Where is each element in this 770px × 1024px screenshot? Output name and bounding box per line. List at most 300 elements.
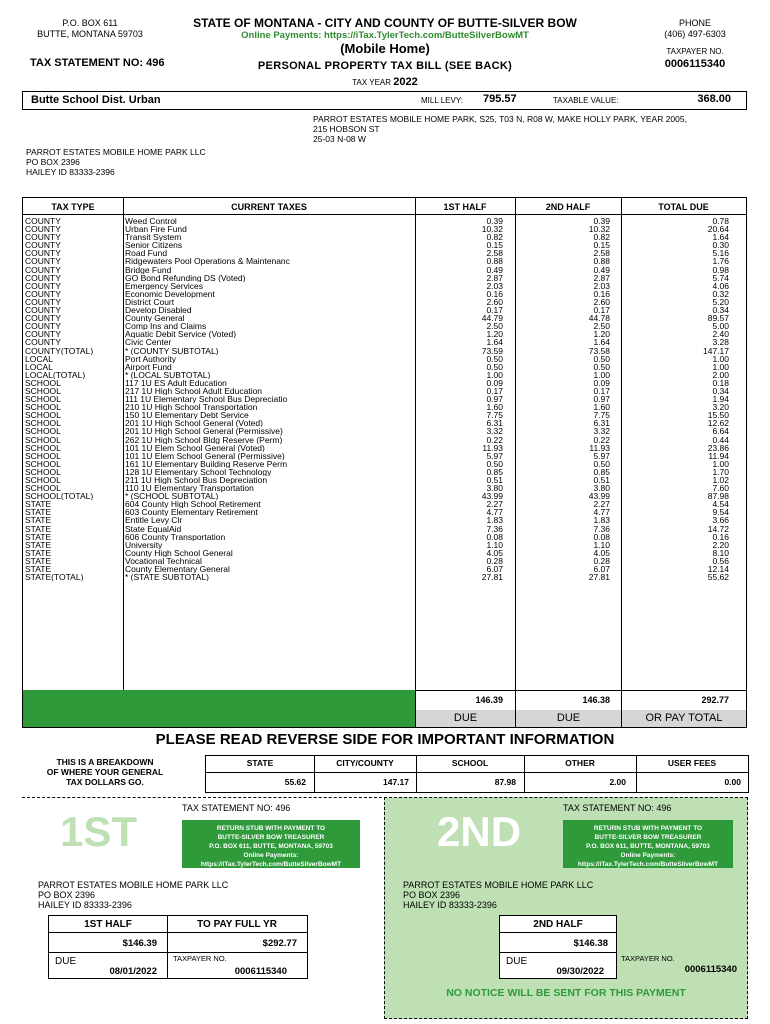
treasurer-address	[20, 18, 160, 40]
table-row	[23, 338, 746, 346]
row-tax-type: SCHOOL	[25, 443, 61, 452]
row-tax-type: COUNTY	[25, 281, 61, 290]
header-first-half: 1ST HALF	[443, 202, 487, 212]
row-tax-type: STATE(TOTAL)	[25, 573, 84, 582]
first-half-payment-box	[48, 915, 308, 979]
table-row	[23, 290, 746, 298]
tax-year	[170, 76, 600, 88]
table-row	[23, 355, 746, 363]
row-total: 0.16	[712, 532, 729, 541]
row-total: 3.28	[712, 338, 729, 347]
district-bar	[22, 91, 747, 110]
row-tax-type: SCHOOL	[25, 386, 61, 396]
first-half-due-date: 08/01/2022	[109, 966, 157, 977]
row-tax-type: SCHOOL	[25, 451, 61, 460]
row-total: 0.56	[712, 556, 729, 566]
breakdown-school: 87.98	[494, 777, 516, 787]
breakdown-table	[205, 755, 749, 793]
row-tax-type: STATE	[25, 548, 52, 557]
row-tax-type: STATE	[25, 508, 52, 517]
city-line: BUTTE, MONTANA 59703	[37, 29, 143, 39]
row-description: 117 1U ES Adult Education	[125, 378, 227, 387]
row-description: GO Bond Refunding DS (Voted)	[125, 273, 246, 282]
row-total: 1.02	[712, 476, 729, 485]
table-row	[23, 379, 746, 387]
row-total: 0.34	[712, 386, 729, 396]
row-second-half: 0.97	[593, 395, 610, 404]
table-row	[23, 217, 746, 225]
table-row	[23, 266, 746, 274]
row-tax-type: SCHOOL	[25, 484, 61, 493]
row-total: 3.20	[712, 403, 729, 412]
table-row	[23, 298, 746, 306]
box-divider	[49, 932, 307, 933]
row-first-half: 0.50	[486, 354, 503, 363]
row-first-half: 0.16	[486, 289, 503, 298]
row-second-half: 73.58	[588, 346, 610, 355]
row-description: 606 County Transportation	[125, 532, 226, 541]
row-first-half: 0.50	[486, 459, 503, 468]
row-first-half: 11.93	[482, 443, 503, 452]
first-half-amount: $146.39	[122, 938, 157, 949]
row-second-half: 0.15	[593, 241, 610, 250]
row-total: 15.50	[707, 411, 729, 420]
row-description: Road Fund	[125, 249, 168, 258]
table-row	[23, 460, 746, 468]
row-tax-type: LOCAL(TOTAL)	[25, 370, 86, 379]
row-second-half: 1.64	[593, 338, 610, 347]
row-tax-type: COUNTY	[25, 225, 61, 234]
table-row	[23, 549, 746, 557]
row-tax-type: SCHOOL(TOTAL)	[25, 492, 94, 501]
row-second-half: 10.32	[588, 225, 610, 234]
row-tax-type: SCHOOL	[25, 419, 61, 428]
breakdown-header-user-fees: USER FEES	[667, 758, 717, 768]
row-tax-type: LOCAL	[25, 362, 53, 371]
first-half-label: 1ST HALF	[84, 919, 132, 930]
second-half-payment-box	[499, 915, 617, 979]
row-tax-type: STATE	[25, 540, 52, 549]
total-due: 292.77	[701, 695, 729, 705]
row-description: 128 1U Elementary School Technology	[125, 467, 272, 476]
row-tax-type: COUNTY	[25, 265, 61, 274]
taxpayer-label: TAXPAYER NO.	[666, 47, 724, 56]
stub-owner-city: HAILEY ID 83333-2396	[38, 900, 132, 910]
row-second-half: 0.49	[593, 265, 610, 274]
row-second-half: 3.32	[593, 427, 610, 436]
row-first-half: 1.83	[486, 516, 503, 525]
row-total: 5.74	[712, 273, 729, 282]
return-line: P.O. BOX 611, BUTTE, MONTANA, 59703	[209, 843, 333, 850]
row-total: 12.62	[707, 419, 729, 428]
stub-owner-city: HAILEY ID 83333-2396	[403, 900, 497, 910]
row-first-half: 0.17	[486, 386, 503, 396]
row-description: 217 1U High School Adult Education	[125, 386, 263, 396]
total-second-half: 146.38	[582, 695, 610, 705]
row-description: County High School General	[125, 548, 233, 557]
important-info-notice: PLEASE READ REVERSE SIDE FOR IMPORTANT INFORMATION	[155, 731, 615, 748]
row-first-half: 0.88	[486, 257, 503, 266]
row-second-half: 0.82	[593, 233, 610, 242]
row-total: 5.16	[712, 249, 729, 258]
row-total: 1.00	[712, 362, 729, 371]
row-total: 8.10	[712, 548, 729, 557]
row-first-half: 43.99	[481, 492, 503, 501]
row-second-half: 43.99	[588, 492, 610, 501]
header-divider	[23, 214, 746, 215]
row-tax-type: STATE	[25, 524, 52, 533]
return-line[interactable]: https://iTax.TylerTech.com/ButteSilverBowMT	[200, 861, 342, 868]
stub-address	[38, 880, 228, 910]
table-row	[23, 508, 746, 516]
row-total: 1.76	[712, 257, 729, 266]
row-tax-type: COUNTY	[25, 297, 61, 307]
row-first-half: 4.77	[486, 508, 503, 517]
return-line: Online Payments:	[243, 852, 299, 859]
stub-taxpayer-number: 0006115340	[684, 964, 737, 975]
row-description: Bridge Fund	[125, 265, 172, 274]
breakdown-header-other: OTHER	[565, 758, 595, 768]
row-second-half: 0.22	[593, 435, 610, 444]
row-second-half: 0.16	[593, 289, 610, 298]
row-tax-type: STATE	[25, 500, 52, 509]
table-row	[23, 444, 746, 452]
second-half-label: 2ND HALF	[533, 919, 583, 930]
breakdown-city-county: 147.17	[383, 777, 409, 787]
row-description: Entitle Levy Clr	[125, 516, 183, 525]
row-first-half: 5.97	[486, 451, 503, 460]
row-second-half: 2.03	[593, 281, 610, 290]
row-first-half: 1.10	[486, 540, 503, 549]
row-total: 6.64	[712, 427, 729, 436]
box-divider	[49, 952, 307, 953]
table-row	[23, 411, 746, 419]
row-first-half: 2.87	[486, 273, 503, 282]
row-total: 2.20	[712, 540, 729, 549]
row-tax-type: COUNTY	[25, 306, 61, 315]
row-second-half: 2.87	[593, 273, 610, 282]
row-tax-type: COUNTY	[25, 338, 61, 347]
row-first-half: 0.51	[486, 476, 503, 485]
online-payments-link[interactable]: Online Payments: https://iTax.TylerTech.com/ButteSilverBowMT	[241, 30, 529, 41]
table-row	[23, 225, 746, 233]
taxable-value: 368.00	[697, 93, 731, 105]
row-description: 101 1U Elem School General (Permissive)	[125, 451, 285, 460]
row-total: 87.98	[707, 492, 729, 501]
owner-name: PARROT ESTATES MOBILE HOME PARK LLC	[26, 147, 206, 157]
table-row	[23, 347, 746, 355]
table-row	[23, 500, 746, 508]
row-total: 0.18	[712, 378, 729, 387]
phone-block	[640, 18, 750, 40]
owner-city: HAILEY ID 83333-2396	[26, 167, 115, 177]
row-total: 14.72	[707, 524, 729, 533]
row-first-half: 7.75	[486, 411, 503, 420]
row-second-half: 1.60	[593, 403, 610, 412]
row-first-half: 0.17	[486, 306, 503, 315]
return-line: Online Payments:	[620, 852, 676, 859]
row-description: * (SCHOOL SUBTOTAL)	[125, 492, 219, 501]
due-label: DUE	[55, 956, 77, 967]
row-first-half: 0.09	[486, 378, 503, 387]
row-description: Weed Control	[125, 217, 177, 226]
row-first-half: 1.60	[486, 403, 503, 412]
breakdown-state: 55.62	[284, 777, 306, 787]
row-total: 0.34	[712, 306, 729, 315]
return-instructions	[563, 820, 733, 868]
second-half-amount: $146.38	[573, 938, 608, 949]
table-row	[23, 516, 746, 524]
row-first-half: 2.50	[486, 322, 503, 331]
table-row	[23, 468, 746, 476]
due-second-half: DUE	[516, 710, 621, 727]
row-total: 4.06	[712, 281, 729, 290]
table-row	[23, 241, 746, 249]
row-description: Economic Development	[125, 289, 215, 298]
row-second-half: 11.93	[589, 443, 610, 452]
table-row	[23, 322, 746, 330]
row-tax-type: LOCAL	[25, 354, 53, 363]
row-second-half: 4.77	[593, 508, 610, 517]
row-description: 110 1U Elementary Transportation	[125, 484, 254, 493]
row-second-half: 0.09	[593, 378, 610, 387]
row-second-half: 1.00	[593, 370, 610, 379]
table-row	[23, 557, 746, 565]
row-description: 210 1U High School Transportation	[125, 403, 258, 412]
breakdown-header-state: STATE	[246, 758, 274, 768]
row-total: 12.14	[707, 565, 729, 574]
row-description: 150 1U Elementary Debt Service	[125, 411, 249, 420]
row-first-half: 0.39	[486, 217, 503, 226]
row-tax-type: SCHOOL	[25, 459, 61, 468]
row-total: 0.30	[712, 241, 729, 250]
table-row	[23, 274, 746, 282]
row-total: 89.57	[707, 314, 729, 323]
row-second-half: 1.20	[593, 330, 610, 339]
row-tax-type: SCHOOL	[25, 403, 61, 412]
row-total: 1.00	[712, 459, 729, 468]
row-description: Transit System	[125, 233, 182, 242]
total-first-half: 146.39	[475, 695, 503, 705]
row-total: 2.40	[712, 330, 729, 339]
table-row	[23, 573, 746, 581]
row-second-half: 4.05	[593, 548, 610, 557]
stub-owner-name: PARROT ESTATES MOBILE HOME PARK LLC	[38, 880, 229, 890]
table-row	[23, 257, 746, 265]
return-line: BUTTE-SILVER BOW TREASURER	[594, 834, 702, 841]
stub-big-label: 1ST	[60, 808, 138, 855]
table-row	[23, 492, 746, 500]
tax-year-value: 2022	[393, 76, 418, 88]
row-first-half: 3.32	[486, 427, 503, 436]
header-total-due: TOTAL DUE	[658, 202, 709, 212]
row-description: County Elementary General	[125, 565, 230, 574]
row-first-half: 0.49	[486, 265, 503, 274]
second-half-stub	[384, 797, 748, 1019]
due-label: DUE	[506, 956, 528, 967]
school-district: Butte School Dist. Urban	[31, 94, 161, 106]
row-description: 604 County High School Retirement	[125, 500, 261, 509]
return-line[interactable]: https://iTax.TylerTech.com/ButteSilverBowMT	[577, 861, 719, 868]
row-tax-type: STATE	[25, 565, 52, 574]
return-instructions	[182, 820, 360, 868]
row-total: 3.66	[712, 516, 729, 525]
row-total: 147.17	[703, 346, 729, 355]
row-description: Port Authority	[125, 354, 177, 363]
table-row	[23, 395, 746, 403]
table-row	[23, 330, 746, 338]
row-second-half: 1.83	[593, 516, 610, 525]
row-total: 11.94	[708, 451, 729, 460]
stub-address	[403, 880, 593, 910]
row-second-half: 0.85	[593, 467, 610, 476]
row-total: 0.44	[712, 435, 729, 444]
row-tax-type: SCHOOL	[25, 395, 61, 404]
full-year-label: TO PAY FULL YR	[197, 919, 277, 930]
table-row	[23, 533, 746, 541]
row-second-half: 0.50	[593, 354, 610, 363]
row-second-half: 1.10	[593, 540, 610, 549]
mill-levy-label: MILL LEVY:	[421, 96, 463, 105]
row-second-half: 0.28	[593, 556, 610, 566]
row-first-half: 4.05	[486, 548, 503, 557]
table-row	[23, 314, 746, 322]
return-line: RETURN STUB WITH PAYMENT TO	[593, 825, 703, 832]
stub-statement-number: TAX STATEMENT NO: 496	[563, 803, 672, 813]
row-description: 161 1U Elementary Building Reserve Perm	[125, 459, 288, 468]
row-total: 55.62	[707, 573, 729, 582]
tax-rows	[23, 217, 746, 581]
row-first-half: 1.64	[486, 338, 503, 347]
row-first-half: 0.50	[486, 362, 503, 371]
row-description: 201 1U High School General (Permissive)	[125, 427, 283, 436]
due-first-half: DUE	[416, 710, 515, 727]
row-description: State EqualAid	[125, 524, 182, 533]
pay-total-label: OR PAY TOTAL	[622, 710, 746, 727]
second-half-due-date: 09/30/2022	[556, 966, 604, 977]
breakdown-header-school: SCHOOL	[451, 758, 489, 768]
row-total: 0.32	[712, 289, 729, 298]
row-second-half: 44.78	[588, 314, 610, 323]
legal-line: 25-03 N-08 W	[313, 134, 366, 144]
row-tax-type: COUNTY	[25, 289, 61, 298]
row-tax-type: COUNTY	[25, 322, 61, 331]
row-total: 1.94	[712, 395, 729, 404]
owner-address	[26, 147, 206, 177]
row-second-half: 5.97	[593, 451, 610, 460]
table-row	[23, 541, 746, 549]
row-second-half: 0.39	[593, 217, 610, 226]
table-row	[23, 233, 746, 241]
table-row	[23, 484, 746, 492]
row-total: 20.64	[707, 225, 729, 234]
table-row	[23, 371, 746, 379]
table-row	[23, 306, 746, 314]
bill-header-title: STATE OF MONTANA - CITY AND COUNTY OF BUTTE-SILVER BOW	[193, 16, 577, 30]
row-second-half: 6.07	[593, 565, 610, 574]
table-row	[23, 427, 746, 435]
table-row	[23, 363, 746, 371]
breakdown-label-line: OF WHERE YOUR GENERAL	[46, 767, 164, 777]
row-second-half: 7.36	[593, 524, 610, 533]
row-tax-type: SCHOOL	[25, 378, 61, 387]
table-row	[23, 403, 746, 411]
row-second-half: 0.51	[593, 476, 610, 485]
row-second-half: 27.81	[588, 573, 610, 582]
row-description: University	[125, 540, 163, 549]
table-row	[23, 476, 746, 484]
phone-label: PHONE	[678, 18, 711, 28]
stub-statement-number: TAX STATEMENT NO: 496	[182, 803, 291, 813]
row-total: 1.00	[712, 354, 729, 363]
row-first-half: 1.20	[486, 330, 503, 339]
row-second-half: 0.50	[593, 459, 610, 468]
row-description: Develop Disabled	[125, 306, 192, 315]
breakdown-divider	[206, 772, 748, 773]
row-description: Emergency Services	[125, 281, 203, 290]
row-description: 262 1U High School Bldg Reserve (Perm)	[125, 435, 283, 444]
row-description: Aquatic Debit Service (Voted)	[125, 330, 237, 339]
row-first-half: 0.82	[486, 233, 503, 242]
row-first-half: 2.03	[486, 281, 503, 290]
row-tax-type: COUNTY	[25, 241, 61, 250]
stub-owner-box: PO BOX 2396	[38, 890, 96, 900]
stub-taxpayer-number: 0006115340	[234, 966, 287, 977]
row-tax-type: COUNTY	[25, 233, 61, 242]
row-first-half: 6.07	[486, 565, 503, 574]
breakdown-other: 2.00	[609, 777, 626, 787]
row-first-half: 0.28	[486, 556, 503, 566]
row-first-half: 2.27	[486, 500, 503, 509]
row-total: 1.64	[712, 233, 729, 242]
row-second-half: 0.17	[593, 306, 610, 315]
row-total: 0.78	[712, 217, 729, 226]
owner-box: PO BOX 2396	[26, 157, 80, 167]
row-description: Airport Fund	[125, 362, 172, 371]
row-description: Vocational Technical	[125, 556, 202, 566]
breakdown-label-line: THIS IS A BREAKDOWN	[56, 757, 154, 767]
header-second-half: 2ND HALF	[545, 202, 591, 212]
row-first-half: 2.58	[486, 249, 503, 258]
stub-owner-name: PARROT ESTATES MOBILE HOME PARK LLC	[403, 880, 594, 890]
row-first-half: 0.15	[486, 241, 503, 250]
bill-title: PERSONAL PROPERTY TAX BILL (SEE BACK)	[257, 60, 513, 72]
row-total: 2.00	[712, 370, 729, 379]
row-tax-type: COUNTY	[25, 217, 61, 226]
header-tax-type: TAX TYPE	[51, 202, 95, 212]
stub-taxpayer-label: TAXPAYER NO.	[173, 954, 227, 963]
row-first-half: 1.00	[486, 370, 503, 379]
row-second-half: 0.88	[593, 257, 610, 266]
row-tax-type: SCHOOL	[25, 411, 61, 420]
tax-statement-number: TAX STATEMENT NO: 496	[30, 57, 165, 69]
row-description: County General	[125, 314, 185, 323]
row-tax-type: SCHOOL	[25, 467, 61, 476]
breakdown-label-line: TAX DOLLARS GO.	[66, 777, 144, 787]
return-line: RETURN STUB WITH PAYMENT TO	[216, 825, 326, 832]
row-first-half: 0.08	[486, 532, 503, 541]
row-second-half: 2.27	[593, 500, 610, 509]
row-first-half: 0.85	[486, 467, 503, 476]
stub-owner-box: PO BOX 2396	[403, 890, 461, 900]
taxpayer-number: 0006115340	[664, 58, 726, 70]
row-second-half: 2.60	[593, 297, 610, 307]
row-description: 603 County Elementary Retirement	[125, 508, 258, 517]
row-tax-type: SCHOOL	[25, 435, 61, 444]
row-tax-type: COUNTY	[25, 330, 61, 339]
stub-big-label: 2ND	[437, 808, 522, 855]
row-total: 4.54	[712, 500, 729, 509]
